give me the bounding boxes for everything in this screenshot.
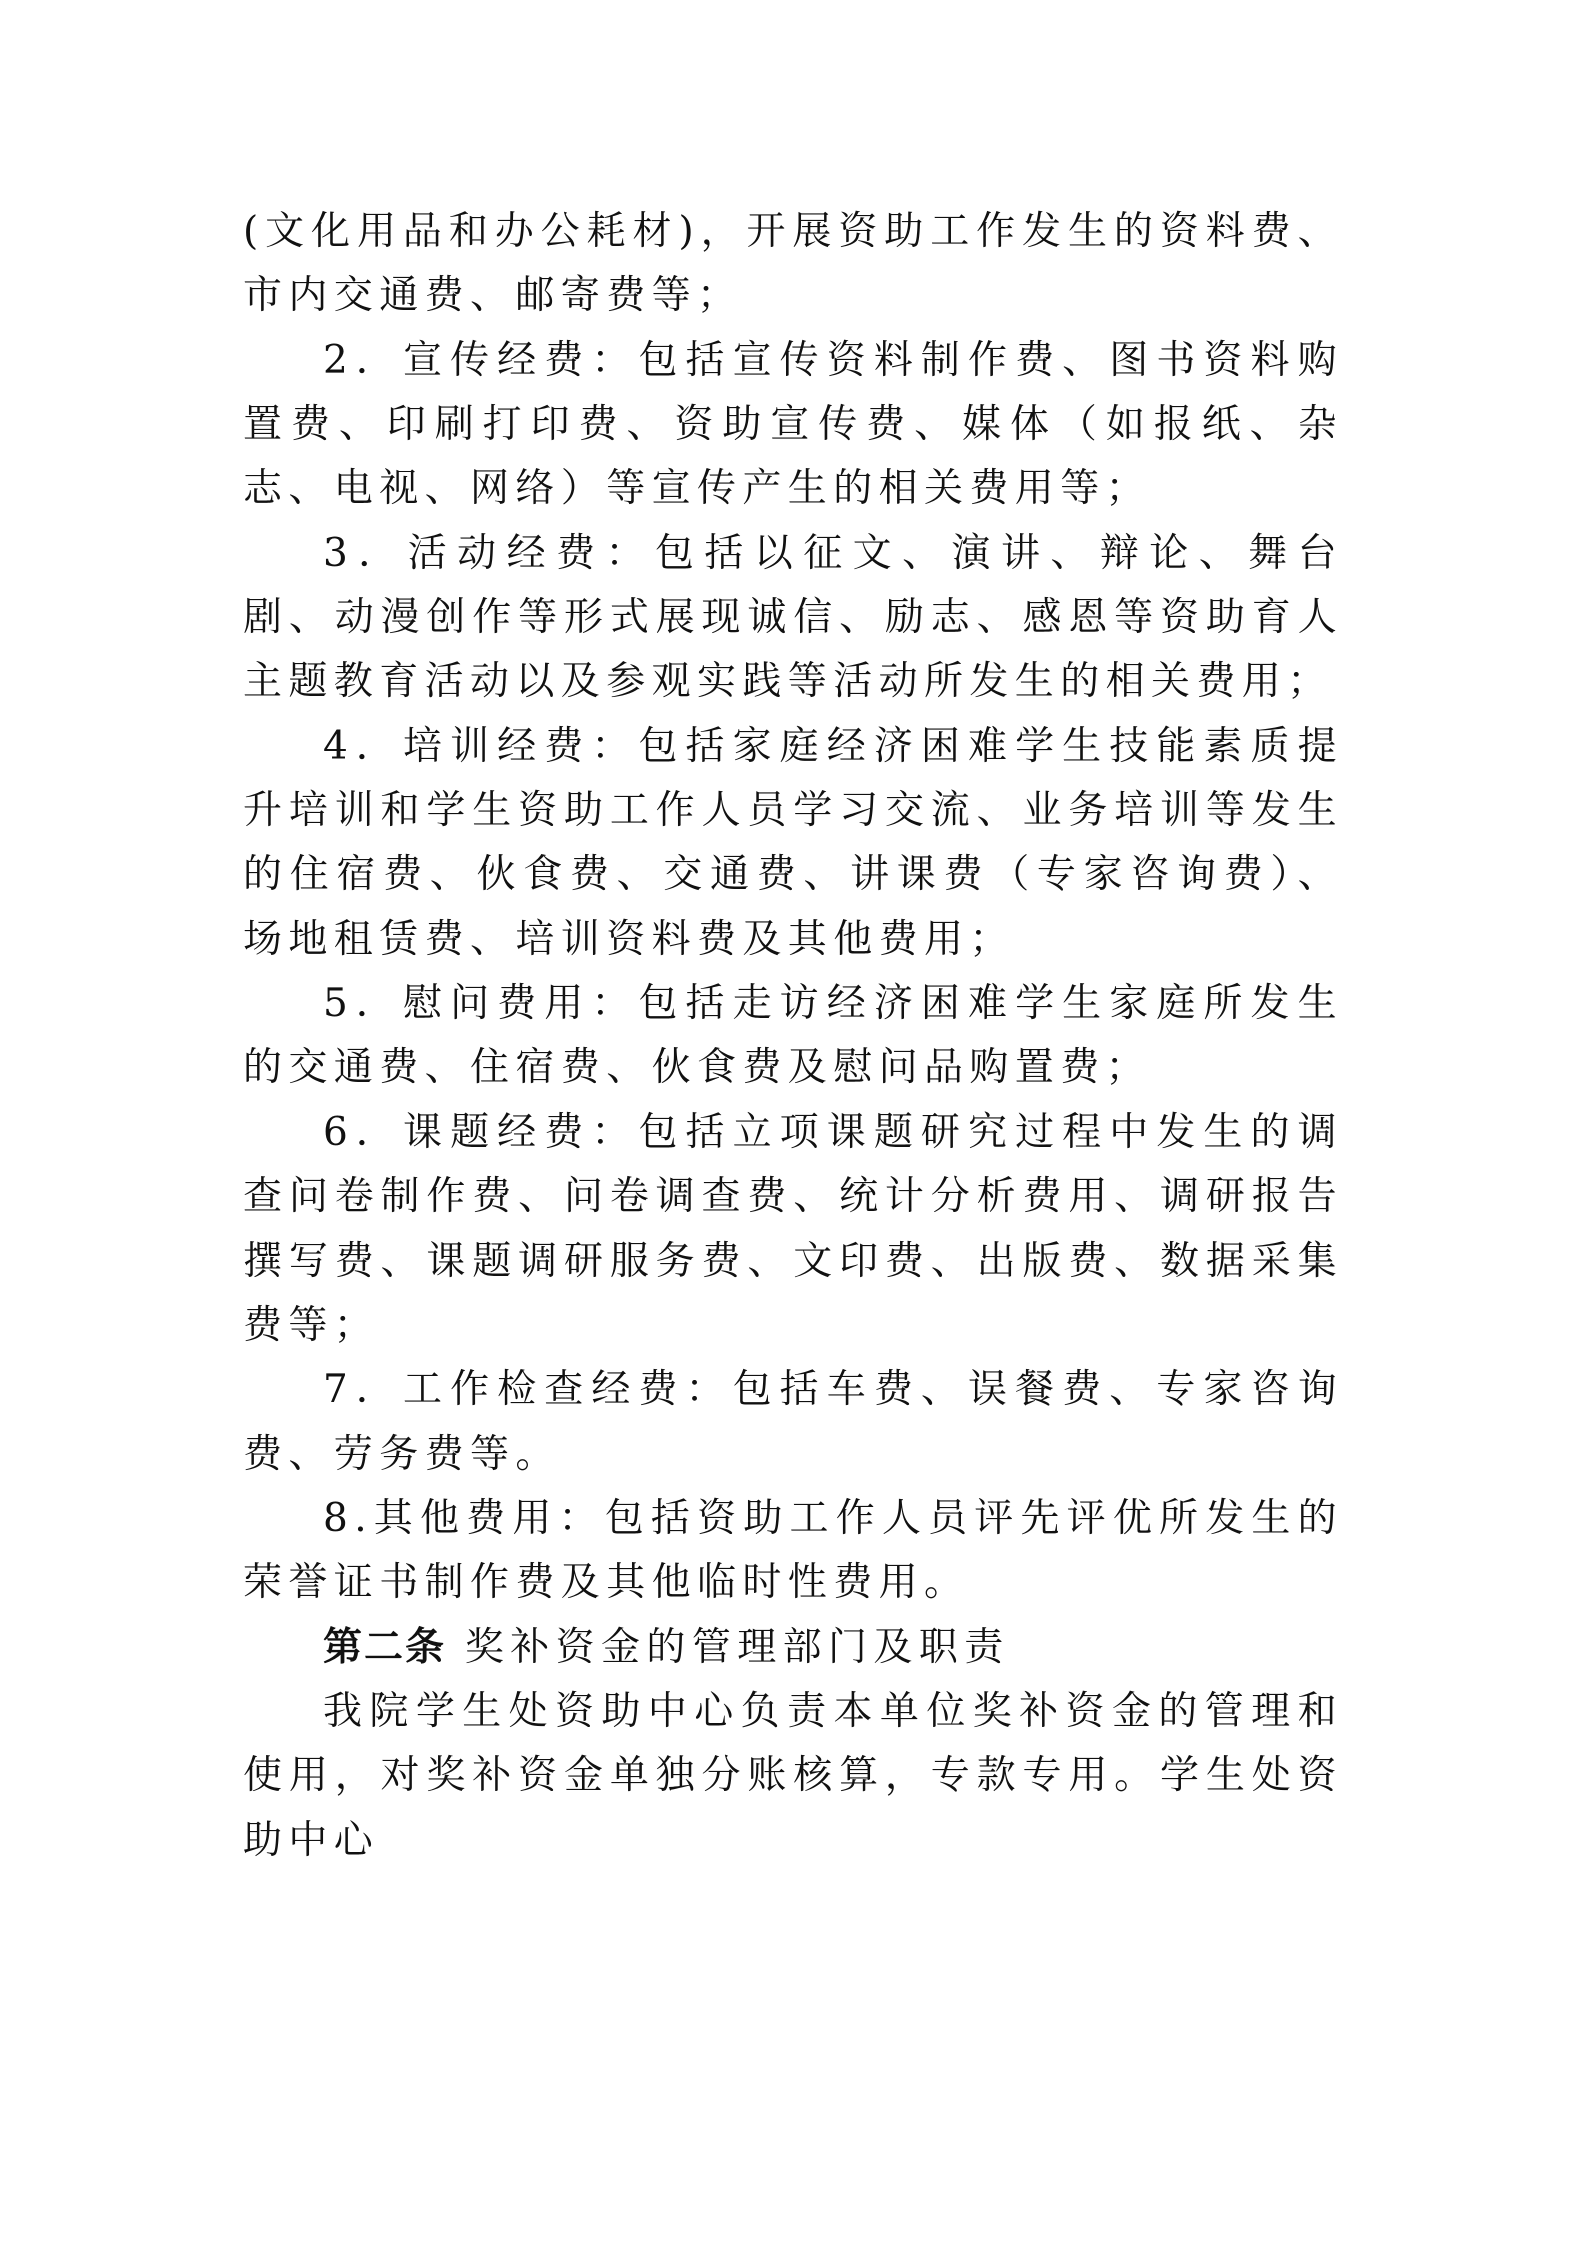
paragraph-condolence-costs: 5．慰问费用：包括走访经济困难学生家庭所发生的交通费、住宿费、伙食费及慰问品购置费； — [243, 981, 1343, 1091]
paragraph-training-funds: 4．培训经费：包括家庭经济困难学生技能素质提升培训和学生资助工作人员学习交流、业务培训等发生的住宿费、伙食费、交通费、讲课费（专家咨询费）、场地租赁费、培训资料费及其他费用； — [243, 723, 1343, 962]
article-title: 奖补资金的管理部门及职责 — [464, 1624, 1010, 1670]
paragraph-management-dept: 我院学生处资助中心负责本单位奖补资金的管理和使用，对奖补资金单独分账核算，专款专用。学生处资助中心 — [243, 1688, 1343, 1863]
paragraph-activity-funds: 3．活动经费：包括以征文、演讲、辩论、舞台剧、动漫创作等形式展现诚信、励志、感恩等资助育人主题教育活动以及参观实践等活动所发生的相关费用； — [243, 530, 1343, 705]
document-body — [243, 200, 1343, 1873]
article-heading — [243, 1616, 1343, 1680]
paragraph-office-supplies: (文化用品和办公耗材)，开展资助工作发生的资料费、市内交通费、邮寄费等； — [243, 209, 1343, 319]
paragraph-other-costs: 8.其他费用：包括资助工作人员评先评优所发生的荣誉证书制作费及其他临时性费用。 — [243, 1495, 1343, 1606]
paragraph-research-funds: 6．课题经费：包括立项课题研究过程中发生的调查问卷制作费、问卷调查费、统计分析费用、调研报告撰写费、课题调研服务费、文印费、出版费、数据采集费等； — [243, 1109, 1343, 1348]
paragraph-inspection-funds: 7．工作检查经费：包括车费、误餐费、专家咨询费、劳务费等。 — [243, 1367, 1343, 1477]
paragraph-publicity-funds: 2．宣传经费：包括宣传资料制作费、图书资料购置费、印刷打印费、资助宣传费、媒体（如报纸、杂志、电视、网络）等宣传产生的相关费用等； — [243, 337, 1343, 512]
article-number: 第二条 — [323, 1624, 447, 1670]
